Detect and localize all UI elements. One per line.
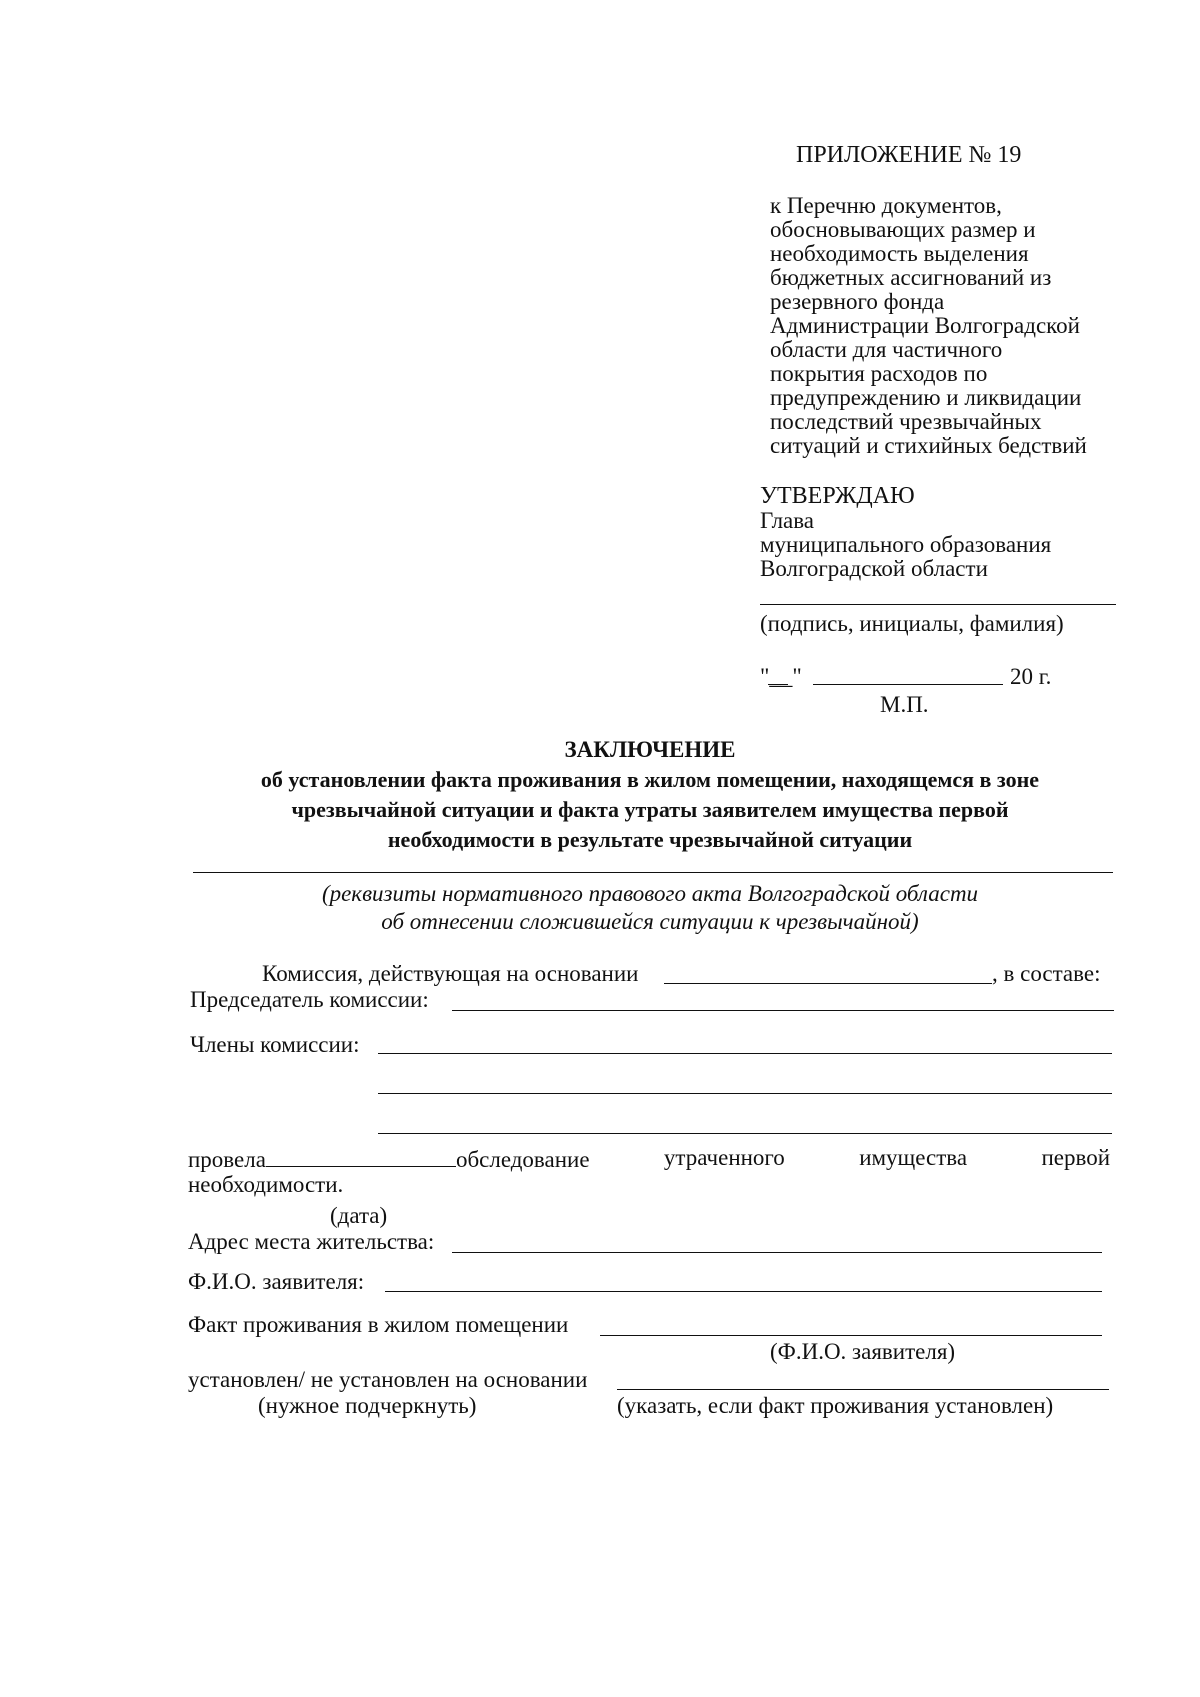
underline-caption: (нужное подчеркнуть) <box>258 1393 477 1418</box>
member-field-2[interactable] <box>378 1093 1112 1094</box>
heading-line: необходимости в результате чрезвычайной ситуации <box>387 827 913 852</box>
requisites-caption <box>200 880 1100 936</box>
member-field-3[interactable] <box>378 1133 1112 1134</box>
members-label: Члены комиссии: <box>190 1032 360 1057</box>
approval-title: УТВЕРЖДАЮ <box>760 483 915 509</box>
established-basis-field[interactable] <box>617 1389 1109 1390</box>
stamp-label: М.П. <box>880 692 929 717</box>
conducted-word: первой <box>1041 1145 1110 1170</box>
date-quote: "__" <box>760 664 802 689</box>
specify-caption: (указать, если факт проживания установлен) <box>617 1393 1054 1418</box>
conducted-word: утраченного <box>663 1145 785 1170</box>
residence-field[interactable] <box>600 1335 1102 1336</box>
requisites-line-text: (реквизиты нормативного правового акта Волгоградской области <box>321 881 979 906</box>
conducted-word <box>188 1146 590 1172</box>
date-month-line[interactable] <box>813 684 1003 685</box>
document-title: ЗАКЛЮЧЕНИЕ <box>564 737 736 762</box>
address-field[interactable] <box>452 1252 1102 1253</box>
appendix-line: Администрации Волгоградской <box>770 313 1080 338</box>
approval-line: Глава <box>760 508 815 533</box>
heading-line: чрезвычайной ситуации и факта утраты заявителем имущества первой <box>291 797 1009 822</box>
heading-line: об установлении факта проживания в жилом помещении, находящемся в зоне <box>260 767 1040 792</box>
conducted-noun: обследование <box>455 1147 590 1172</box>
member-field-1[interactable] <box>378 1053 1112 1054</box>
commission-suffix: , в составе: <box>992 961 1101 986</box>
document-heading <box>190 735 1110 855</box>
signature-caption: (подпись, инициалы, фамилия) <box>760 611 1064 636</box>
established-label: установлен/ не установлен на основании <box>188 1367 588 1392</box>
survey-date-field[interactable] <box>266 1146 456 1167</box>
chairman-field[interactable] <box>452 1010 1114 1011</box>
approval-line: Волгоградской области <box>760 556 988 581</box>
conducted-continuation: необходимости. <box>188 1172 344 1197</box>
appendix-text <box>770 194 1087 458</box>
appendix-line: предупреждению и ликвидации <box>770 385 1082 410</box>
appendix-line: последствий чрезвычайных <box>770 409 1042 434</box>
requisites-line[interactable] <box>193 872 1113 873</box>
appendix-line: области для частичного <box>770 337 1003 362</box>
appendix-line: необходимость выделения <box>770 241 1029 266</box>
appendix-title: ПРИЛОЖЕНИЕ № 19 <box>796 142 1022 168</box>
appendix-line: бюджетных ассигнований из <box>770 265 1052 290</box>
approval-text <box>760 509 1051 581</box>
date-year: 20 г. <box>1010 664 1052 689</box>
signature-line[interactable] <box>760 604 1116 605</box>
requisites-line-text: об отнесении сложившейся ситуации к чрезвычайной) <box>381 909 919 934</box>
appendix-line: к Перечню документов, <box>770 193 1002 218</box>
applicant-label: Ф.И.О. заявителя: <box>188 1269 365 1294</box>
address-label: Адрес места жительства: <box>188 1229 435 1254</box>
appendix-line: обосновывающих размер и <box>770 217 1036 242</box>
applicant-caption: (Ф.И.О. заявителя) <box>770 1339 956 1364</box>
conducted-row <box>188 1146 1110 1172</box>
residence-label: Факт проживания в жилом помещении <box>188 1312 569 1337</box>
commission-label: Комиссия, действующая на основании <box>262 961 639 986</box>
commission-basis-field[interactable] <box>664 983 992 984</box>
conducted-word: имущества <box>859 1145 968 1170</box>
chairman-label: Председатель комиссии: <box>190 987 429 1012</box>
appendix-line: покрытия расходов по <box>770 361 988 386</box>
applicant-field[interactable] <box>385 1291 1102 1292</box>
appendix-line: резервного фонда <box>770 289 945 314</box>
date-day-line[interactable] <box>768 684 788 685</box>
approval-line: муниципального образования <box>760 532 1052 557</box>
conducted-verb: провела <box>188 1147 266 1172</box>
appendix-line: ситуаций и стихийных бедствий <box>770 433 1087 458</box>
date-caption: (дата) <box>330 1203 388 1228</box>
